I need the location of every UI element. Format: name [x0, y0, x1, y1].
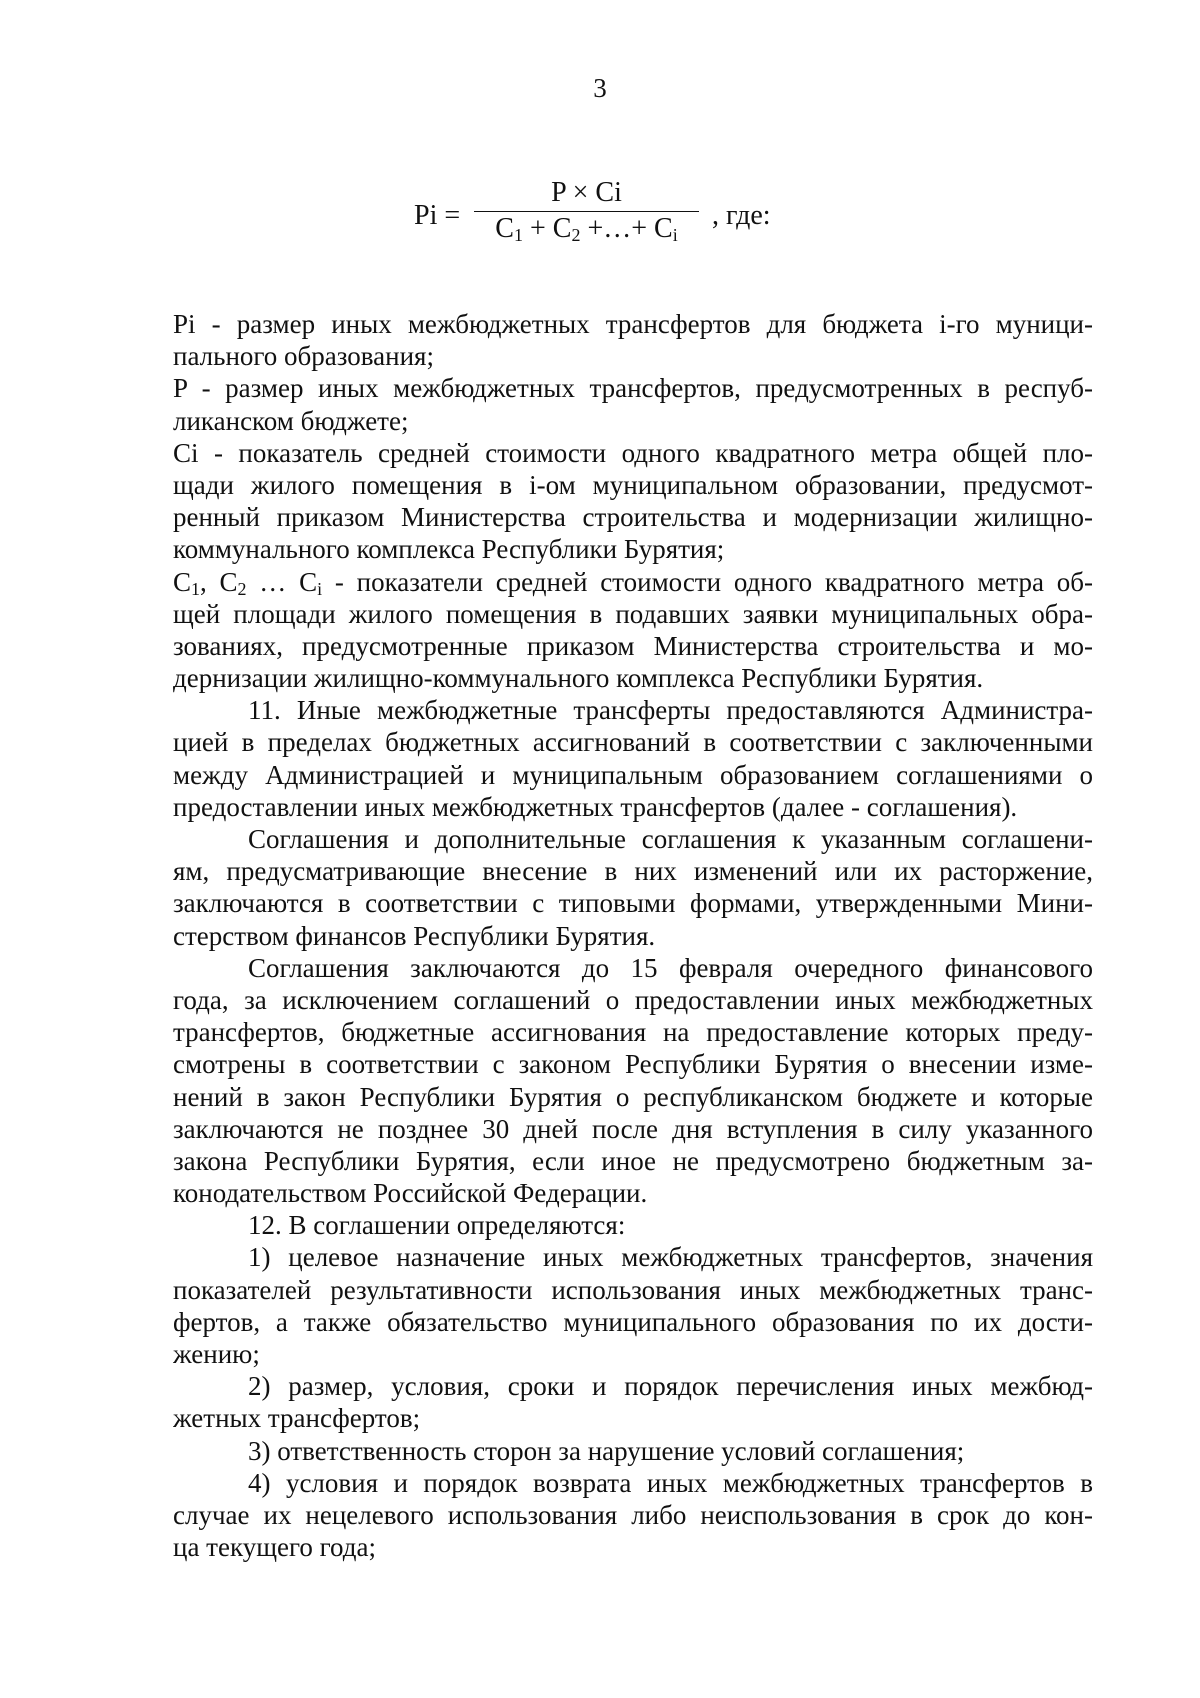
text-line: [173, 340, 1093, 372]
text-run: Соглашения и дополнительные соглашения к указанным соглашени-: [248, 824, 1093, 854]
text-line: [173, 662, 1093, 694]
text-run: +: [522, 213, 553, 244]
formula-denominator: [474, 214, 699, 244]
text-line: [173, 1338, 1093, 1370]
text-line: [173, 759, 1093, 791]
text-line: [173, 598, 1093, 630]
subscript: i: [672, 225, 678, 245]
formula-fraction: [474, 178, 699, 244]
formula-numerator: P × Ci: [551, 177, 622, 208]
symbol-base: C: [654, 213, 673, 244]
text-line: [173, 405, 1093, 437]
symbol-base: C: [552, 213, 572, 244]
text-run: P - размер иных межбюджетных трансфертов, предусмотренных в респуб-: [173, 373, 1093, 404]
text-line: [173, 533, 1093, 565]
text-line: [173, 1499, 1093, 1531]
text-run: 12. В соглашении определяются:: [248, 1210, 626, 1241]
text-run: конодательством Российской Федерации.: [173, 1178, 648, 1209]
subscript: 1: [191, 578, 201, 598]
text-line: [173, 823, 1093, 855]
body-text: [173, 308, 1093, 1563]
text-run: +…+: [580, 213, 655, 244]
text-run: фертов, а также обязательство муниципального образования по их дости-: [173, 1306, 1093, 1337]
text-run: щади жилого помещения в i-ом муниципальном образовании, предусмот-: [173, 469, 1093, 500]
text-line: [173, 920, 1093, 952]
text-line: [173, 1274, 1093, 1306]
text-run: ям, предусматривающие внесение в них изменений или их расторжение,: [173, 856, 1093, 887]
text-run: заключаются не позднее 30 дней после дня вступления в силу указанного: [173, 1113, 1093, 1144]
text-line: [173, 984, 1093, 1016]
text-run: смотрены в соответствии с законом Республики Бурятия о внесении изме-: [173, 1049, 1093, 1080]
text-run: случае их нецелевого использования либо неиспользования в срок до кон-: [173, 1499, 1093, 1530]
text-line: [173, 1435, 1093, 1467]
formula-suffix: , где:: [712, 200, 771, 231]
text-line: [173, 372, 1093, 404]
text-run: … C: [246, 566, 318, 597]
page-number: 3: [593, 73, 607, 103]
text-line: [173, 791, 1093, 823]
text-run: между Администрацией и муниципальным образованием соглашениями о: [173, 759, 1093, 790]
text-line: [173, 1209, 1093, 1241]
text-line: [173, 1531, 1093, 1563]
text-run: щей площади жилого помещения в подавших заявки муниципальных обра-: [173, 598, 1093, 629]
text-line: [173, 1306, 1093, 1338]
text-line: [173, 566, 1093, 598]
text-line: [173, 1145, 1093, 1177]
text-line: [173, 501, 1093, 533]
fraction-bar: [474, 211, 699, 212]
subscript: 2: [237, 578, 247, 598]
text-line: [173, 1113, 1093, 1145]
text-run: трансфертов, бюджетные ассигнования на предоставление которых преду-: [173, 1017, 1093, 1048]
text-line: [173, 694, 1093, 726]
text-run: 3) ответственность сторон за нарушение условий соглашения;: [248, 1435, 965, 1466]
text-run: Pi - размер иных межбюджетных трансфертов для бюджета i-го муници-: [173, 309, 1093, 339]
text-line: [173, 1177, 1093, 1209]
text-run: цией в пределах бюджетных ассигнований в соответствии с заключенными: [173, 727, 1093, 758]
text-line: [173, 1048, 1093, 1080]
text-run: стерством финансов Республики Бурятия.: [173, 920, 656, 951]
text-line: [173, 887, 1093, 919]
text-run: пального образования;: [173, 341, 434, 372]
text-run: дернизации жилищно-коммунального комплекса Республики Бурятия.: [173, 663, 984, 694]
text-run: зованиях, предусмотренные приказом Министерства строительства и мо-: [173, 630, 1093, 661]
text-run: , C: [200, 566, 238, 597]
text-run: ца текущего года;: [173, 1532, 376, 1563]
text-run: коммунального комплекса Республики Бурятия;: [173, 534, 725, 565]
formula: [414, 178, 834, 258]
symbol-base: C: [495, 213, 514, 244]
text-run: Ci - показатель средней стоимости одного квадратного метра общей пло-: [173, 437, 1093, 468]
text-run: жетных трансфертов;: [173, 1403, 421, 1434]
text-run: жению;: [173, 1339, 260, 1369]
subscript: 2: [571, 225, 581, 245]
text-line: [173, 1467, 1093, 1499]
text-line: [173, 1402, 1093, 1434]
text-run: 4) условия и порядок возврата иных межбюджетных трансфертов в: [248, 1467, 1093, 1498]
text-line: [173, 1081, 1093, 1113]
text-run: 1) целевое назначение иных межбюджетных трансфертов, значения: [248, 1242, 1093, 1273]
formula-lhs: Pi =: [414, 200, 461, 231]
text-run: закона Республики Бурятия, если иное не предусмотрено бюджетным за-: [173, 1145, 1093, 1176]
text-line: [173, 1016, 1093, 1048]
subscript: i: [317, 578, 323, 598]
text-run: Соглашения заключаются до 15 февраля очередного финансового: [248, 952, 1093, 983]
text-line: [173, 726, 1093, 758]
text-run: 2) размер, условия, сроки и порядок перечисления иных межбюд-: [248, 1371, 1093, 1402]
text-run: заключаются в соответствии с типовыми формами, утвержденными Мини-: [173, 888, 1093, 919]
text-line: [173, 1241, 1093, 1273]
text-run: 11. Иные межбюджетные трансферты предоставляются Администра-: [248, 695, 1093, 726]
text-line: [173, 855, 1093, 887]
text-line: [173, 469, 1093, 501]
text-run: - показатели средней стоимости одного квадратного метра об-: [322, 566, 1093, 597]
text-run: ренный приказом Министерства строительства и модернизации жилищно-: [173, 502, 1093, 533]
text-run: предоставлении иных межбюджетных трансфертов (далее - соглашения).: [173, 791, 1018, 822]
text-run: C: [173, 566, 192, 597]
text-line: [173, 630, 1093, 662]
subscript: 1: [513, 225, 523, 245]
text-run: ликанском бюджете;: [173, 405, 409, 436]
text-run: показателей результативности использования иных межбюджетных транс-: [173, 1274, 1093, 1305]
text-run: года, за исключением соглашений о предоставлении иных межбюджетных: [173, 984, 1093, 1015]
text-line: [173, 308, 1093, 340]
text-line: [173, 437, 1093, 469]
text-run: нений в закон Республики Бурятия о республиканском бюджете и которые: [173, 1081, 1093, 1112]
text-line: [173, 1370, 1093, 1402]
text-line: [173, 952, 1093, 984]
